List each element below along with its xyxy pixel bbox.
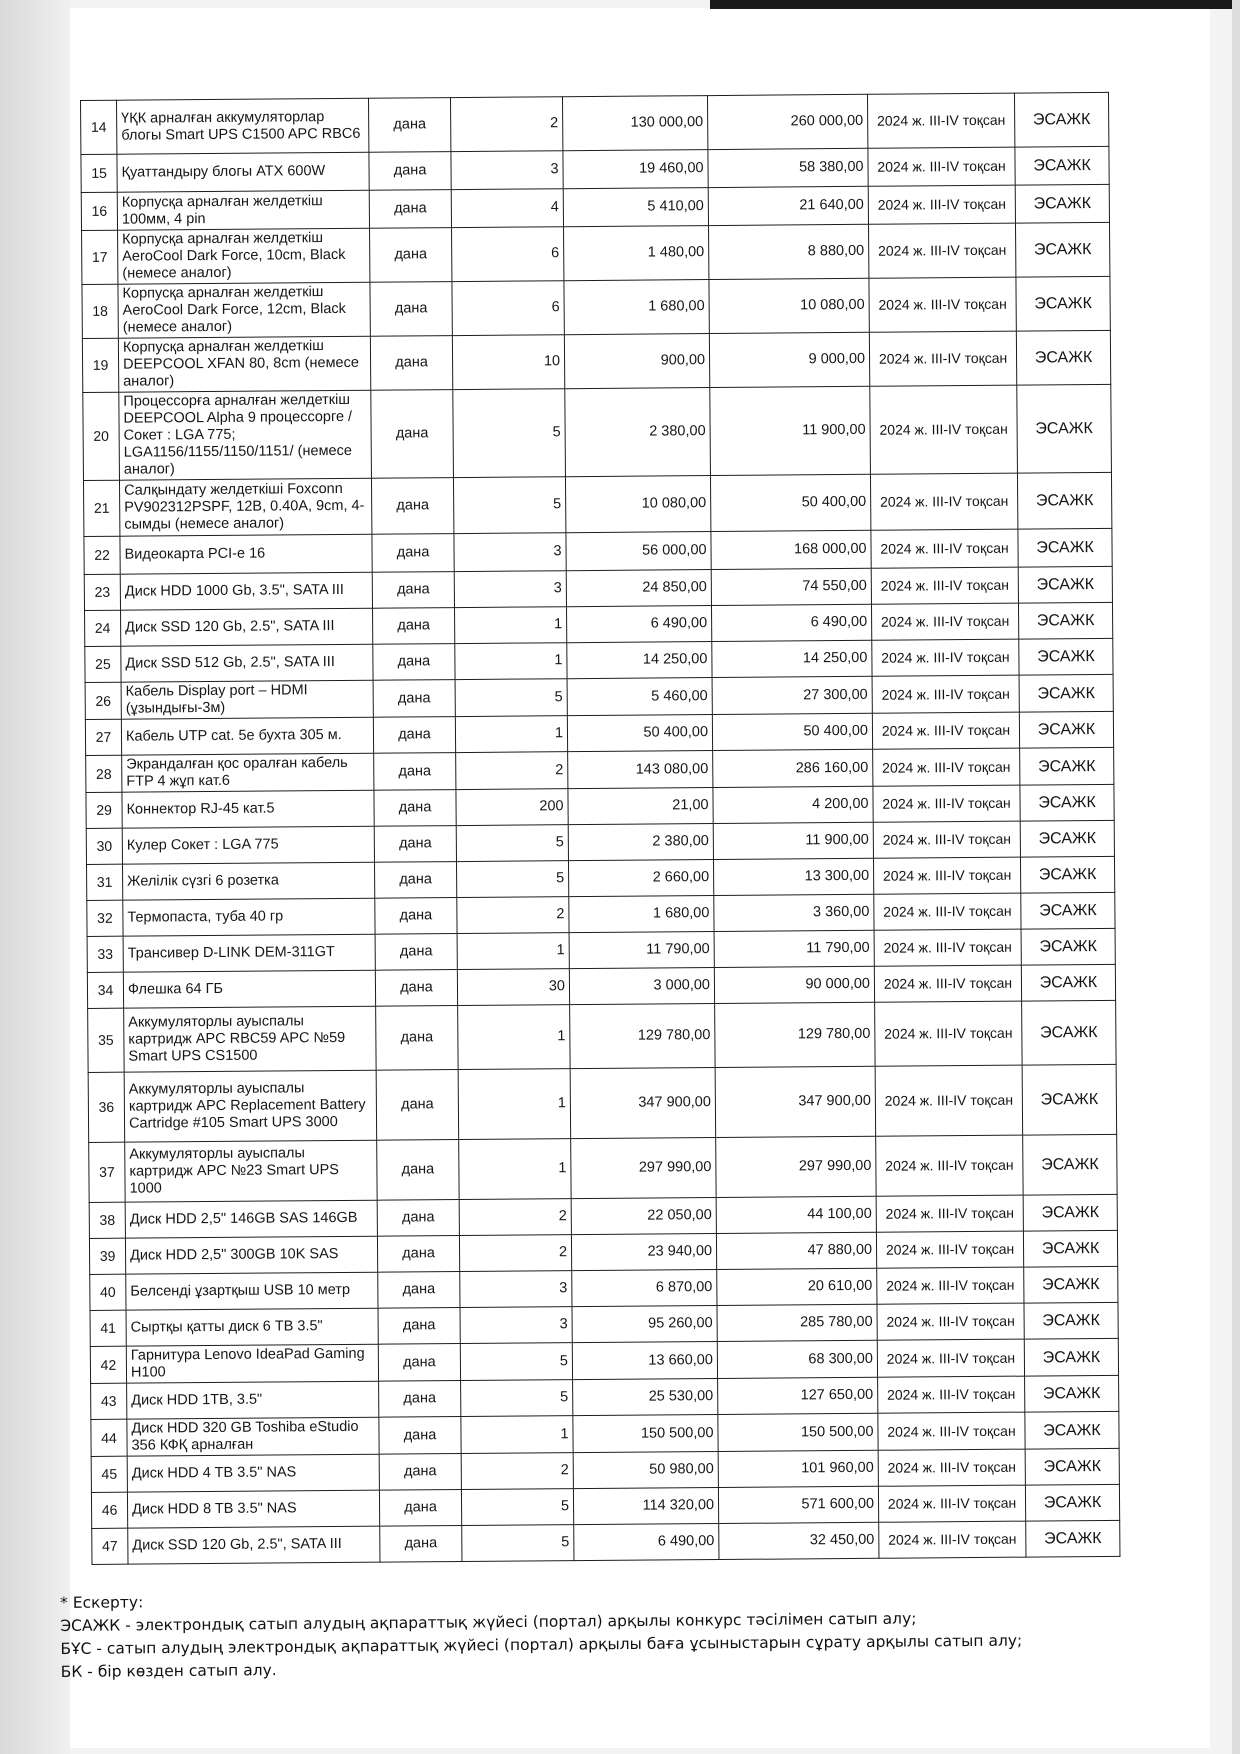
total-amount-cell: 20 610,00 — [717, 1268, 877, 1305]
total-amount-cell: 11 900,00 — [713, 822, 873, 859]
unit-price-cell: 10 080,00 — [565, 476, 710, 533]
footnote-bk: БК - бір көзден сатып алу. — [60, 1661, 277, 1681]
procurement-method-cell: ЭСАЖК — [1015, 146, 1109, 185]
unit-price-cell: 1 680,00 — [569, 896, 714, 933]
procurement-method-cell: ЭСАЖК — [1019, 674, 1113, 712]
unit-cell: дана — [369, 190, 451, 229]
row-number-cell: 15 — [81, 154, 117, 192]
total-amount-cell: 32 450,00 — [719, 1522, 879, 1559]
total-amount-cell: 68 300,00 — [717, 1340, 877, 1378]
row-number-cell: 35 — [88, 1008, 125, 1072]
item-name-cell: Диск SSD 120 Gb, 2.5", SATA III — [128, 1526, 380, 1564]
procurement-period-cell: 2024 ж. III-IV тоқсан — [868, 147, 1015, 186]
item-name-cell: Сыртқы қатты диск 6 TB 3.5" — [126, 1308, 378, 1346]
footnote-bus: БҰС - сатып алудың электрондық ақпараттық жүйесі (портал) арқылы баға ұсыныстарын сұрату арқылы сатып алу; — [60, 1631, 1023, 1658]
unit-price-cell: 19 460,00 — [563, 150, 708, 189]
row-number-cell: 24 — [85, 610, 121, 646]
procurement-method-cell: ЭСАЖК — [1014, 92, 1108, 147]
row-number-cell: 47 — [92, 1528, 128, 1564]
item-name-cell: Диск HDD 1TB, 3.5" — [127, 1381, 379, 1419]
row-number-cell: 38 — [89, 1202, 125, 1238]
row-number-cell: 21 — [83, 480, 119, 536]
procurement-period-cell: 2024 ж. III-IV тоқсан — [869, 223, 1016, 278]
quantity-cell: 5 — [456, 861, 568, 898]
row-number-cell: 39 — [89, 1238, 125, 1274]
item-name-cell: Трансивер D-LINK DEM-311GT — [123, 934, 375, 972]
unit-cell: дана — [379, 1490, 461, 1527]
procurement-method-cell: ЭСАЖК — [1021, 964, 1115, 1001]
quantity-cell: 5 — [453, 477, 565, 534]
item-name-cell: Диск HDD 1000 Gb, 3.5", SATA III — [120, 572, 372, 610]
total-amount-cell: 260 000,00 — [707, 94, 867, 149]
procurement-method-cell: ЭСАЖК — [1019, 638, 1113, 675]
procurement-period-cell: 2024 ж. III-IV тоқсан — [873, 821, 1020, 858]
item-name-cell: Диск HDD 4 TB 3.5" NAS — [127, 1454, 379, 1492]
procurement-period-cell: 2024 ж. III-IV тоқсан — [872, 712, 1019, 749]
unit-price-cell: 5 460,00 — [567, 678, 712, 716]
unit-price-cell: 50 980,00 — [573, 1452, 718, 1489]
unit-price-cell: 50 400,00 — [567, 715, 712, 752]
unit-price-cell: 6 870,00 — [572, 1270, 717, 1307]
procurement-period-cell: 2024 ж. III-IV тоқсан — [870, 385, 1018, 474]
row-number-cell: 20 — [83, 392, 120, 480]
procurement-method-cell: ЭСАЖК — [1015, 184, 1109, 223]
row-number-cell: 41 — [90, 1310, 126, 1346]
procurement-period-cell: 2024 ж. III-IV тоқсан — [874, 965, 1021, 1002]
row-number-cell: 27 — [85, 719, 121, 755]
procurement-method-cell: ЭСАЖК — [1024, 1302, 1118, 1339]
quantity-cell: 200 — [456, 789, 568, 826]
row-number-cell: 17 — [82, 230, 118, 284]
unit-price-cell: 25 530,00 — [573, 1379, 718, 1416]
footnote-esazhk: ЭСАЖК - электрондық сатып алудың ақпараттық жүйесі (портал) арқылы конкурс тәсілімен сатып алу; — [60, 1609, 917, 1635]
total-amount-cell: 58 380,00 — [708, 148, 868, 187]
procurement-method-cell: ЭСАЖК — [1025, 1484, 1119, 1521]
quantity-cell: 5 — [455, 679, 567, 717]
procurement-method-cell: ЭСАЖК — [1022, 1000, 1116, 1065]
procurement-period-cell: 2024 ж. III-IV тоқсан — [876, 1231, 1023, 1268]
unit-price-cell: 2 380,00 — [568, 824, 713, 861]
unit-cell: дана — [371, 478, 453, 535]
quantity-cell: 5 — [456, 825, 568, 862]
table-row — [82, 330, 1110, 392]
procurement-method-cell: ЭСАЖК — [1021, 928, 1115, 965]
procurement-method-cell: ЭСАЖК — [1019, 711, 1113, 748]
table-row — [88, 1000, 1116, 1072]
total-amount-cell: 129 780,00 — [715, 1002, 875, 1067]
procurement-period-cell: 2024 ж. III-IV тоқсан — [875, 1065, 1023, 1136]
procurement-method-cell: ЭСАЖК — [1017, 472, 1111, 529]
procurement-period-cell: 2024 ж. III-IV тоқсан — [871, 603, 1018, 640]
unit-cell: дана — [373, 680, 455, 718]
unit-price-cell: 13 660,00 — [572, 1342, 717, 1380]
unit-cell: дана — [374, 862, 456, 899]
unit-price-cell: 56 000,00 — [566, 532, 711, 571]
quantity-cell: 5 — [461, 1380, 573, 1417]
total-amount-cell: 8 880,00 — [709, 224, 869, 279]
unit-price-cell: 5 410,00 — [563, 188, 708, 227]
total-amount-cell: 14 250,00 — [712, 640, 872, 677]
unit-cell: дана — [379, 1454, 461, 1491]
row-number-cell: 23 — [84, 574, 120, 610]
total-amount-cell: 11 790,00 — [714, 930, 874, 967]
row-number-cell: 46 — [91, 1492, 127, 1528]
unit-cell: дана — [368, 98, 450, 153]
quantity-cell: 1 — [455, 716, 567, 753]
unit-price-cell: 24 850,00 — [566, 570, 711, 607]
total-amount-cell: 168 000,00 — [711, 530, 871, 569]
table-row — [83, 472, 1111, 536]
unit-price-cell: 23 940,00 — [571, 1234, 716, 1271]
unit-cell: дана — [375, 970, 457, 1007]
row-number-cell: 33 — [87, 936, 123, 972]
unit-cell: дана — [376, 1070, 459, 1141]
row-number-cell: 25 — [85, 646, 121, 682]
unit-price-cell: 2 380,00 — [565, 388, 711, 477]
unit-cell: дана — [370, 282, 452, 337]
row-number-cell: 37 — [89, 1142, 125, 1202]
procurement-period-cell: 2024 ж. III-IV тоқсан — [872, 675, 1019, 713]
quantity-cell: 1 — [458, 1069, 571, 1140]
procurement-period-cell: 2024 ж. III-IV тоқсан — [871, 529, 1018, 568]
row-number-cell: 26 — [85, 682, 121, 719]
quantity-cell: 1 — [454, 607, 566, 644]
quantity-cell: 5 — [453, 389, 566, 478]
item-name-cell: Корпусқа арналған желдеткіш 100мм, 4 pin — [117, 190, 369, 230]
item-name-cell: Кулер Сокет : LGA 775 — [122, 826, 374, 864]
row-number-cell: 42 — [90, 1346, 126, 1383]
procurement-period-cell: 2024 ж. III-IV тоқсан — [877, 1267, 1024, 1304]
item-name-cell: Корпусқа арналған желдеткіш AeroCool Dark Force, 10cm, Black (немесе аналог) — [118, 228, 370, 284]
unit-price-cell: 6 490,00 — [566, 606, 711, 643]
quantity-cell: 3 — [454, 571, 566, 608]
unit-cell: дана — [372, 572, 454, 609]
unit-cell: дана — [377, 1200, 459, 1237]
item-name-cell: Гарнитура Lenovo IdeaPad Gaming H100 — [126, 1344, 378, 1383]
quantity-cell: 1 — [458, 1005, 570, 1070]
unit-price-cell: 150 500,00 — [573, 1415, 718, 1453]
procurement-method-cell: ЭСАЖК — [1025, 1375, 1119, 1412]
row-number-cell: 29 — [86, 792, 122, 828]
table-row — [83, 384, 1112, 480]
row-number-cell: 36 — [88, 1072, 125, 1142]
quantity-cell: 5 — [462, 1525, 574, 1562]
procurement-method-cell: ЭСАЖК — [1022, 1064, 1117, 1135]
row-number-cell: 40 — [90, 1274, 126, 1310]
procurement-period-cell: 2024 ж. III-IV тоқсан — [873, 748, 1020, 786]
total-amount-cell: 21 640,00 — [708, 186, 868, 225]
item-name-cell: Диск HDD 320 GB Toshiba eStudio 356 КФҚ арналған — [127, 1417, 379, 1456]
procurement-method-cell: ЭСАЖК — [1025, 1448, 1119, 1485]
unit-cell: дана — [380, 1526, 462, 1563]
procurement-method-cell: ЭСАЖК — [1017, 384, 1112, 473]
row-number-cell: 45 — [91, 1456, 127, 1492]
item-name-cell: Экрандалған қос оралған кабель FTP 4 жұп кат.6 — [122, 753, 374, 792]
procurement-method-cell: ЭСАЖК — [1018, 602, 1112, 639]
procurement-method-cell: ЭСАЖК — [1020, 784, 1114, 821]
unit-price-cell: 14 250,00 — [567, 642, 712, 679]
scan-edge-top — [710, 0, 1240, 9]
procurement-period-cell: 2024 ж. III-IV тоқсан — [874, 929, 1021, 966]
quantity-cell: 1 — [461, 1416, 573, 1454]
table-body — [81, 92, 1120, 1564]
unit-price-cell: 22 050,00 — [571, 1198, 716, 1235]
procurement-period-cell: 2024 ж. III-IV тоқсан — [871, 567, 1018, 604]
procurement-period-cell: 2024 ж. III-IV тоқсан — [868, 185, 1015, 224]
unit-cell: дана — [374, 790, 456, 827]
total-amount-cell: 101 960,00 — [718, 1450, 878, 1487]
scan-shadow-left — [0, 0, 70, 1754]
item-name-cell: Қуаттандыру блогы ATX 600W — [117, 152, 369, 192]
item-name-cell: Диск HDD 2,5" 146GB SAS 146GB — [125, 1200, 377, 1238]
procurement-period-cell: 2024 ж. III-IV тоқсан — [877, 1303, 1024, 1340]
total-amount-cell: 74 550,00 — [711, 568, 871, 605]
unit-cell: дана — [378, 1308, 460, 1345]
total-amount-cell: 50 400,00 — [710, 474, 870, 531]
quantity-cell: 5 — [461, 1489, 573, 1526]
procurement-period-cell: 2024 ж. III-IV тоқсан — [876, 1135, 1023, 1196]
unit-price-cell: 129 780,00 — [570, 1004, 715, 1069]
procurement-period-cell: 2024 ж. III-IV тоқсан — [873, 857, 1020, 894]
table-row — [82, 222, 1110, 284]
procurement-period-cell: 2024 ж. III-IV тоқсан — [879, 1521, 1026, 1558]
row-number-cell: 32 — [87, 900, 123, 936]
unit-price-cell: 1 680,00 — [564, 280, 709, 335]
total-amount-cell: 571 600,00 — [718, 1486, 878, 1523]
quantity-cell: 2 — [459, 1199, 571, 1236]
unit-cell: дана — [370, 336, 452, 391]
unit-cell: дана — [372, 534, 454, 573]
unit-cell: дана — [377, 1236, 459, 1273]
procurement-period-cell: 2024 ж. III-IV тоқсан — [878, 1449, 1025, 1486]
item-name-cell: Флешка 64 ГБ — [123, 970, 375, 1008]
item-name-cell: Кабель UTP cat. 5e бухта 305 м. — [121, 717, 373, 755]
procurement-method-cell: ЭСАЖК — [1016, 330, 1110, 385]
unit-cell: дана — [375, 898, 457, 935]
procurement-method-cell: ЭСАЖК — [1024, 1338, 1118, 1376]
quantity-cell: 5 — [460, 1343, 572, 1381]
row-number-cell: 14 — [81, 100, 117, 154]
row-number-cell: 22 — [84, 536, 120, 574]
procurement-period-cell: 2024 ж. III-IV тоқсан — [877, 1339, 1024, 1377]
procurement-table — [80, 92, 1120, 1565]
procurement-period-cell: 2024 ж. III-IV тоқсан — [874, 893, 1021, 930]
footnote-heading: * Ескерту: — [60, 1593, 144, 1612]
unit-price-cell: 2 660,00 — [568, 860, 713, 897]
scan-edge-right — [1232, 0, 1240, 1754]
procurement-period-cell: 2024 ж. III-IV тоқсан — [867, 93, 1014, 148]
procurement-period-cell: 2024 ж. III-IV тоқсан — [870, 473, 1017, 530]
quantity-cell: 3 — [460, 1271, 572, 1308]
total-amount-cell: 47 880,00 — [716, 1232, 876, 1269]
procurement-method-cell: ЭСАЖК — [1024, 1266, 1118, 1303]
total-amount-cell: 50 400,00 — [712, 713, 872, 750]
item-name-cell: Диск HDD 8 TB 3.5" NAS — [127, 1490, 379, 1528]
unit-price-cell: 6 490,00 — [574, 1524, 719, 1561]
procurement-method-cell: ЭСАЖК — [1023, 1194, 1117, 1231]
item-name-cell: Белсенді ұзартқыш USB 10 метр — [126, 1272, 378, 1310]
item-name-cell: Салқындату желдеткіші Foxconn PV902312PSPF, 12В, 0.40А, 9cm, 4-сымды (немесе аналог) — [119, 478, 371, 536]
quantity-cell: 1 — [457, 933, 569, 970]
procurement-method-cell: ЭСАЖК — [1025, 1411, 1119, 1449]
total-amount-cell: 297 990,00 — [716, 1136, 876, 1197]
unit-cell: дана — [378, 1272, 460, 1309]
procurement-method-cell: ЭСАЖК — [1023, 1134, 1117, 1195]
total-amount-cell: 10 080,00 — [709, 278, 869, 333]
total-amount-cell: 285 780,00 — [717, 1304, 877, 1341]
item-name-cell: Диск SSD 512 Gb, 2.5", SATA III — [121, 644, 373, 682]
row-number-cell: 43 — [91, 1383, 127, 1419]
total-amount-cell: 6 490,00 — [711, 604, 871, 641]
quantity-cell: 6 — [452, 281, 564, 336]
unit-cell: дана — [375, 934, 457, 971]
quantity-cell: 2 — [461, 1453, 573, 1490]
unit-price-cell: 297 990,00 — [571, 1138, 716, 1199]
quantity-cell: 2 — [456, 752, 568, 790]
procurement-period-cell: 2024 ж. III-IV тоқсан — [878, 1412, 1025, 1450]
row-number-cell: 44 — [91, 1419, 127, 1456]
total-amount-cell: 347 900,00 — [715, 1066, 876, 1137]
unit-cell: дана — [378, 1344, 460, 1382]
quantity-cell: 1 — [459, 1139, 571, 1200]
table-row — [89, 1134, 1117, 1202]
row-number-cell: 18 — [82, 284, 118, 338]
item-name-cell: Диск HDD 2,5" 300GB 10K SAS — [125, 1236, 377, 1274]
unit-price-cell: 114 320,00 — [573, 1488, 718, 1525]
row-number-cell: 30 — [86, 828, 122, 864]
footnotes — [60, 1582, 1161, 1684]
procurement-method-cell: ЭСАЖК — [1018, 566, 1112, 603]
total-amount-cell: 286 160,00 — [713, 749, 873, 787]
unit-price-cell: 95 260,00 — [572, 1306, 717, 1343]
unit-cell: дана — [370, 228, 452, 283]
row-number-cell: 16 — [81, 192, 117, 230]
unit-cell: дана — [373, 717, 455, 754]
unit-cell: дана — [379, 1417, 461, 1455]
procurement-period-cell: 2024 ж. III-IV тоқсан — [872, 639, 1019, 676]
item-name-cell: Кабель Display port – HDMI (ұзындығы-3м) — [121, 680, 373, 719]
procurement-period-cell: 2024 ж. III-IV тоқсан — [878, 1376, 1025, 1413]
item-name-cell: Коннектор RJ-45 кат.5 — [122, 790, 374, 828]
total-amount-cell: 27 300,00 — [712, 676, 872, 714]
procurement-period-cell: 2024 ж. III-IV тоқсан — [869, 331, 1016, 386]
procurement-method-cell: ЭСАЖК — [1026, 1520, 1120, 1557]
procurement-period-cell: 2024 ж. III-IV тоқсан — [876, 1195, 1023, 1232]
item-name-cell: Видеокарта PCI-e 16 — [120, 534, 372, 574]
unit-cell: дана — [373, 608, 455, 645]
procurement-method-cell: ЭСАЖК — [1018, 528, 1112, 567]
procurement-period-cell: 2024 ж. III-IV тоқсан — [869, 277, 1016, 332]
total-amount-cell: 3 360,00 — [714, 894, 874, 931]
procurement-method-cell: ЭСАЖК — [1020, 856, 1114, 893]
item-name-cell: Аккумуляторлы ауыспалы картридж APC №23 Smart UPS 1000 — [125, 1140, 377, 1202]
quantity-cell: 2 — [457, 897, 569, 934]
unit-cell: дана — [373, 644, 455, 681]
procurement-method-cell: ЭСАЖК — [1021, 892, 1115, 929]
quantity-cell: 3 — [451, 151, 563, 190]
quantity-cell: 30 — [457, 969, 569, 1006]
total-amount-cell: 127 650,00 — [718, 1377, 878, 1414]
total-amount-cell: 13 300,00 — [713, 858, 873, 895]
quantity-cell: 10 — [452, 335, 564, 390]
total-amount-cell: 9 000,00 — [709, 332, 869, 387]
row-number-cell: 31 — [87, 864, 123, 900]
quantity-cell: 4 — [451, 189, 563, 228]
unit-cell: дана — [377, 1140, 459, 1201]
row-number-cell: 34 — [87, 972, 123, 1008]
unit-cell: дана — [374, 753, 456, 791]
unit-price-cell: 21,00 — [568, 788, 713, 825]
total-amount-cell: 90 000,00 — [714, 966, 874, 1003]
procurement-period-cell: 2024 ж. III-IV тоқсан — [875, 1001, 1022, 1066]
item-name-cell: Корпусқа арналған желдеткіш DEEPCOOL XFAN 80, 8cm (немесе аналог) — [118, 336, 370, 392]
table-row — [81, 92, 1109, 154]
quantity-cell: 2 — [459, 1235, 571, 1272]
unit-cell: дана — [374, 826, 456, 863]
total-amount-cell: 44 100,00 — [716, 1196, 876, 1233]
procurement-method-cell: ЭСАЖК — [1016, 276, 1110, 331]
procurement-method-cell: ЭСАЖК — [1020, 820, 1114, 857]
row-number-cell: 28 — [86, 755, 122, 792]
unit-price-cell: 3 000,00 — [569, 968, 714, 1005]
unit-price-cell: 11 790,00 — [569, 932, 714, 969]
unit-price-cell: 130 000,00 — [562, 96, 707, 151]
item-name-cell: ҮҚК арналған аккумуляторлар блогы Smart UPS C1500 APC RBC6 — [117, 98, 369, 154]
unit-price-cell: 900,00 — [564, 334, 709, 389]
unit-price-cell: 347 900,00 — [570, 1068, 716, 1139]
procurement-period-cell: 2024 ж. III-IV тоқсан — [878, 1485, 1025, 1522]
table-row — [92, 1520, 1120, 1564]
table-row — [82, 276, 1110, 338]
unit-cell: дана — [371, 390, 454, 479]
quantity-cell: 2 — [450, 97, 562, 152]
unit-cell: дана — [379, 1381, 461, 1418]
row-number-cell: 19 — [82, 338, 118, 392]
procurement-period-cell: 2024 ж. III-IV тоқсан — [873, 785, 1020, 822]
total-amount-cell: 11 900,00 — [710, 386, 871, 475]
total-amount-cell: 4 200,00 — [713, 786, 873, 823]
item-name-cell: Аккумуляторлы ауыспалы картридж APC Replacement Battery Cartridge #105 Smart UPS 3000 — [124, 1070, 377, 1142]
item-name-cell: Корпусқа арналған желдеткіш AeroCool Dark Force, 12cm, Black (немесе аналог) — [118, 282, 370, 338]
quantity-cell: 6 — [452, 227, 564, 282]
procurement-method-cell: ЭСАЖК — [1023, 1230, 1117, 1267]
item-name-cell: Процессорға арналған желдеткіш DEEPCOOL Alpha 9 процессорге / Сокет : LGA 775; LGA1156/1155/1150/1151/ (немесе аналог) — [119, 390, 372, 480]
item-name-cell: Аккумуляторлы ауыспалы картридж APC RBC59 APC №59 Smart UPS CS1500 — [124, 1006, 376, 1072]
unit-cell: дана — [369, 152, 451, 191]
item-name-cell: Термопаста, туба 40 гр — [123, 898, 375, 936]
quantity-cell: 1 — [455, 643, 567, 680]
item-name-cell: Диск SSD 120 Gb, 2.5", SATA III — [121, 608, 373, 646]
procurement-method-cell: ЭСАЖК — [1020, 747, 1114, 785]
unit-price-cell: 143 080,00 — [568, 751, 713, 789]
table-row — [88, 1064, 1117, 1142]
quantity-cell: 3 — [454, 533, 566, 572]
item-name-cell: Желілік сүзгі 6 розетка — [123, 862, 375, 900]
unit-cell: дана — [376, 1006, 459, 1071]
quantity-cell: 3 — [460, 1307, 572, 1344]
procurement-method-cell: ЭСАЖК — [1015, 222, 1109, 277]
total-amount-cell: 150 500,00 — [718, 1413, 878, 1451]
unit-price-cell: 1 480,00 — [564, 226, 709, 281]
